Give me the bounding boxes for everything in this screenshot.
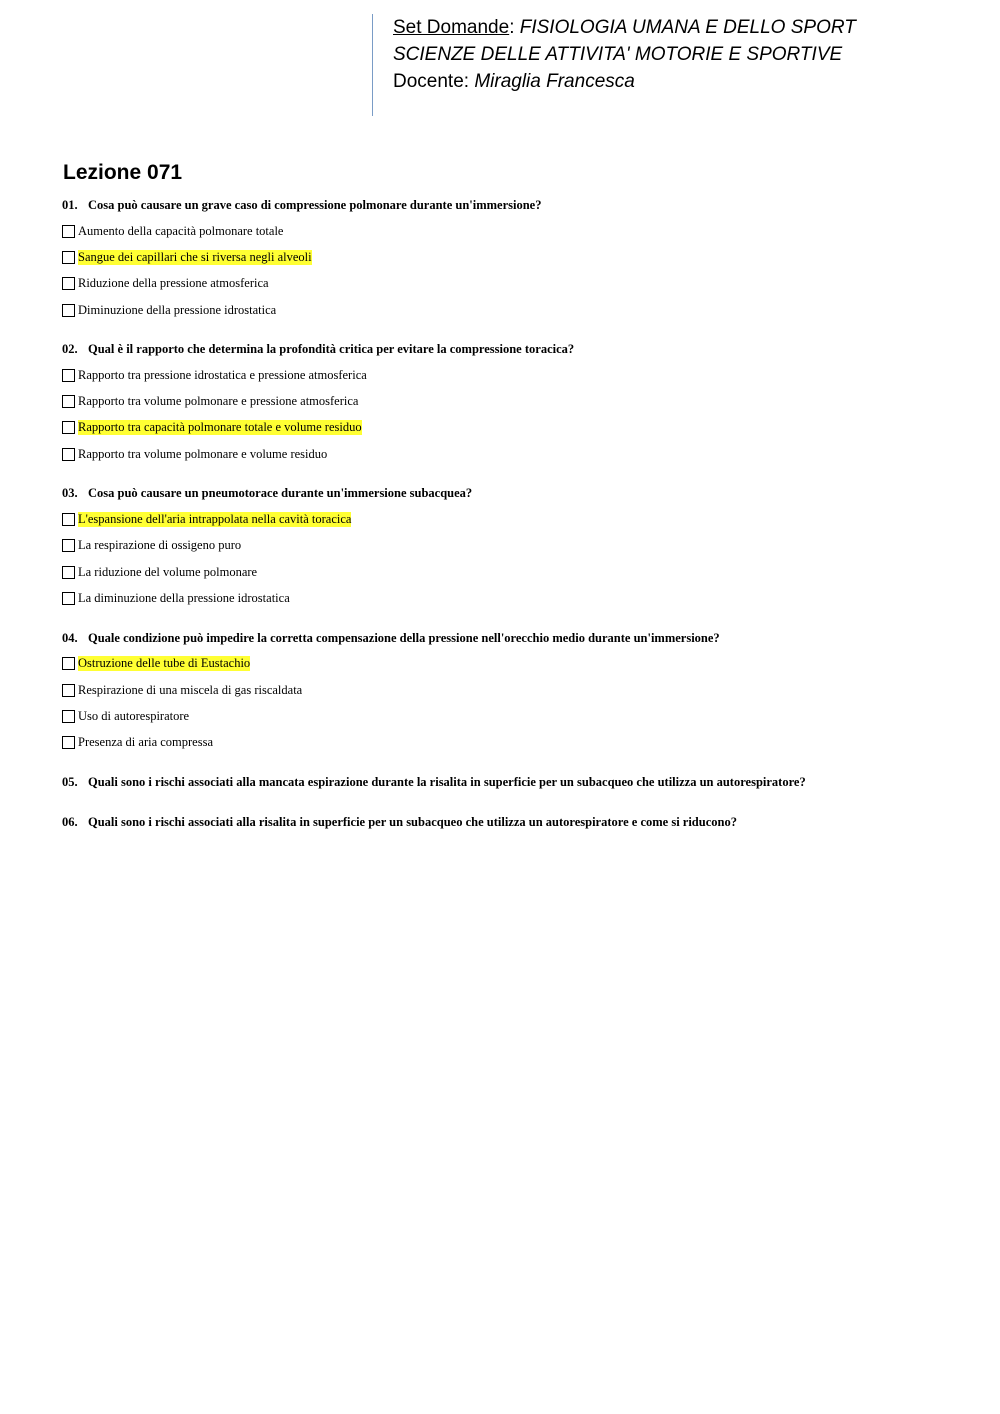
answer-option[interactable] <box>62 415 962 441</box>
answer-checkbox[interactable] <box>62 539 75 552</box>
answer-checkbox[interactable] <box>62 277 75 290</box>
answer-checkbox[interactable] <box>62 513 75 526</box>
answer-checkbox[interactable] <box>62 251 75 264</box>
question-label: Quali sono i rischi associati alla risalita in superficie per un subacqueo che utilizza un autorespiratore e come si riducono? <box>88 814 737 829</box>
question-number: 05. <box>62 774 78 789</box>
question-number: 06. <box>62 814 78 829</box>
lesson-title: Lezione 071 <box>63 161 183 184</box>
teacher-label: Docente: <box>393 71 475 92</box>
question-label: Quali sono i rischi associati alla mancata espirazione durante la risalita in superficie per un subacqueo che utilizza un autorespiratore? <box>88 774 806 789</box>
question-label: Qual è il rapporto che determina la profondità critica per evitare la compressione toracica? <box>88 342 575 357</box>
answer-list <box>62 506 962 611</box>
answer-checkbox[interactable] <box>62 421 75 434</box>
question-label: Cosa può causare un pneumotorace durante un'immersione subacquea? <box>88 486 473 501</box>
course-name: FISIOLOGIA UMANA E DELLO SPORT <box>519 17 856 38</box>
question-block <box>62 772 962 792</box>
answer-checkbox[interactable] <box>62 395 75 408</box>
question-block <box>62 195 962 323</box>
answer-option[interactable] <box>62 441 962 467</box>
answer-option[interactable] <box>62 388 962 414</box>
answer-checkbox[interactable] <box>62 657 75 670</box>
answer-text: Rapporto tra pressione idrostatica e pressione atmosferica <box>78 367 367 382</box>
answer-list <box>62 651 962 756</box>
question-block <box>62 628 962 756</box>
answer-option[interactable] <box>62 533 962 559</box>
answer-option[interactable] <box>62 651 962 677</box>
answer-option[interactable] <box>62 729 962 755</box>
question-number: 04. <box>62 630 78 645</box>
question-number: 03. <box>62 486 78 501</box>
answer-checkbox[interactable] <box>62 684 75 697</box>
answer-text: La diminuzione della pressione idrostatica <box>78 590 290 605</box>
correct-answer-text: L'espansione dell'aria intrappolata nella cavità toracica <box>78 512 352 527</box>
answer-option[interactable] <box>62 244 962 270</box>
answer-option[interactable] <box>62 703 962 729</box>
answer-option[interactable] <box>62 271 962 297</box>
question-text <box>62 339 962 359</box>
answer-text: La riduzione del volume polmonare <box>78 564 258 579</box>
answer-list <box>62 362 962 467</box>
set-label: Set Domande <box>393 17 510 38</box>
correct-answer-text: Ostruzione delle tube di Eustachio <box>78 656 251 671</box>
answer-checkbox[interactable] <box>62 566 75 579</box>
question-list <box>62 195 962 852</box>
answer-checkbox[interactable] <box>62 592 75 605</box>
answer-option[interactable] <box>62 297 962 323</box>
answer-option[interactable] <box>62 362 962 388</box>
question-label: Cosa può causare un grave caso di compressione polmonare durante un'immersione? <box>88 198 542 212</box>
answer-text: Uso di autorespiratore <box>78 708 190 723</box>
set-separator: : <box>509 17 520 38</box>
question-block <box>62 812 962 832</box>
answer-text: Respirazione di una miscela di gas riscaldata <box>78 682 303 697</box>
question-text <box>62 772 962 792</box>
correct-answer-text: Sangue dei capillari che si riversa negli alveoli <box>78 249 312 264</box>
answer-checkbox[interactable] <box>62 710 75 723</box>
answer-option[interactable] <box>62 218 962 244</box>
degree-line <box>393 41 856 68</box>
answer-checkbox[interactable] <box>62 448 75 461</box>
question-number: 02. <box>62 342 78 357</box>
question-text <box>62 628 962 648</box>
question-text <box>62 483 962 503</box>
question-text <box>62 812 962 832</box>
teacher-line <box>393 68 856 95</box>
answer-text: Riduzione della pressione atmosferica <box>78 276 269 291</box>
answer-option[interactable] <box>62 677 962 703</box>
correct-answer-text: Rapporto tra capacità polmonare totale e volume residuo <box>78 420 362 435</box>
answer-checkbox[interactable] <box>62 736 75 749</box>
question-set-line <box>393 14 856 41</box>
question-label: Quale condizione può impedire la corretta compensazione della pressione nell'orecchio medio durante un'immersione? <box>88 630 720 645</box>
question-block <box>62 339 962 467</box>
answer-text: Aumento della capacità polmonare totale <box>78 223 284 238</box>
answer-text: Presenza di aria compressa <box>78 735 214 750</box>
teacher-name: Miraglia Francesca <box>474 71 635 92</box>
question-number: 01. <box>62 198 78 212</box>
answer-option[interactable] <box>62 506 962 532</box>
question-text <box>62 195 962 215</box>
answer-text: Diminuzione della pressione idrostatica <box>78 302 277 317</box>
answer-option[interactable] <box>62 585 962 611</box>
document-header <box>372 14 856 116</box>
question-block <box>62 483 962 611</box>
answer-text: Rapporto tra volume polmonare e pressione atmosferica <box>78 394 359 409</box>
degree-name: SCIENZE DELLE ATTIVITA' MOTORIE E SPORTIVE <box>393 44 843 65</box>
answer-text: La respirazione di ossigeno puro <box>78 538 242 553</box>
answer-checkbox[interactable] <box>62 225 75 238</box>
answer-option[interactable] <box>62 559 962 585</box>
answer-list <box>62 218 962 323</box>
answer-checkbox[interactable] <box>62 304 75 317</box>
answer-text: Rapporto tra volume polmonare e volume residuo <box>78 446 328 461</box>
answer-checkbox[interactable] <box>62 369 75 382</box>
